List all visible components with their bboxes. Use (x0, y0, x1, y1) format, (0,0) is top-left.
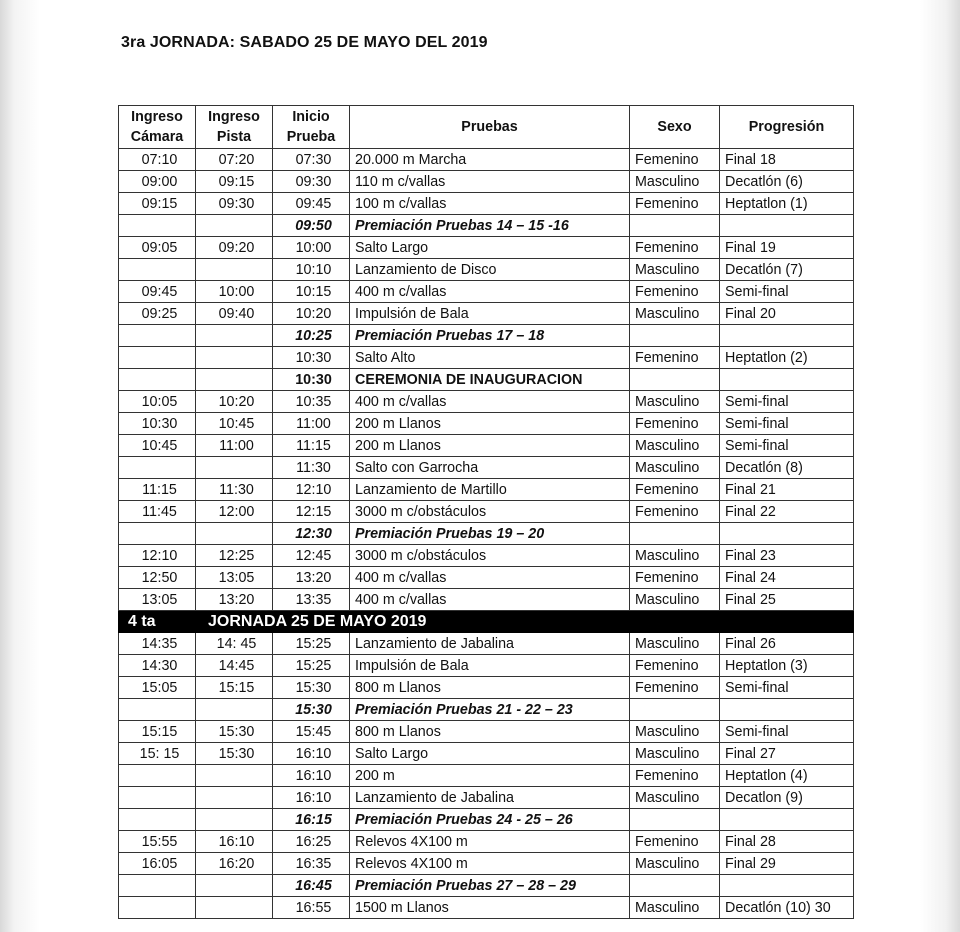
cell-inicio-prueba: 13:35 (273, 589, 350, 611)
cell-ingreso-camara (119, 765, 196, 787)
cell-prueba: Impulsión de Bala (350, 303, 630, 325)
page-title: 3ra JORNADA: SABADO 25 DE MAYO DEL 2019 (121, 34, 488, 51)
cell-ingreso-pista: 15:30 (196, 721, 273, 743)
header-sexo: Sexo (630, 106, 720, 149)
cell-inicio-prueba: 11:15 (273, 435, 350, 457)
cell-ingreso-pista (196, 369, 273, 391)
cell-ingreso-camara (119, 259, 196, 281)
cell-inicio-prueba: 11:30 (273, 457, 350, 479)
cell-prueba: Salto Largo (350, 743, 630, 765)
cell-ingreso-camara: 09:05 (119, 237, 196, 259)
cell-progresion: Semi-final (720, 435, 854, 457)
cell-sexo: Masculino (630, 303, 720, 325)
header-pruebas: Pruebas (350, 106, 630, 149)
table-row (119, 655, 854, 677)
cell-progresion (720, 699, 854, 721)
cell-progresion: Final 27 (720, 743, 854, 765)
award-label: Premiación Pruebas 24 - 25 – 26 (350, 809, 630, 831)
cell-inicio-prueba: 09:50 (273, 215, 350, 237)
cell-progresion: Final 25 (720, 589, 854, 611)
cell-inicio-prueba: 09:30 (273, 171, 350, 193)
award-label: Premiación Pruebas 14 – 15 -16 (350, 215, 630, 237)
ceremony-row (119, 369, 854, 391)
cell-progresion: Final 26 (720, 633, 854, 655)
cell-ingreso-camara (119, 523, 196, 545)
table-row (119, 303, 854, 325)
cell-ingreso-camara: 12:50 (119, 567, 196, 589)
cell-progresion: Decatlón (7) (720, 259, 854, 281)
cell-sexo: Masculino (630, 171, 720, 193)
cell-progresion: Semi-final (720, 677, 854, 699)
cell-prueba: 200 m (350, 765, 630, 787)
table-row (119, 259, 854, 281)
cell-sexo: Masculino (630, 435, 720, 457)
header-label: Ingreso (131, 109, 183, 125)
cell-ingreso-pista: 09:30 (196, 193, 273, 215)
table-row (119, 479, 854, 501)
cell-ingreso-pista (196, 347, 273, 369)
cell-inicio-prueba: 12:10 (273, 479, 350, 501)
header-label: Inicio (292, 109, 330, 125)
schedule-table (118, 105, 854, 919)
table-row (119, 413, 854, 435)
cell-ingreso-pista (196, 215, 273, 237)
cell-progresion: Final 23 (720, 545, 854, 567)
table-row (119, 567, 854, 589)
cell-inicio-prueba: 16:10 (273, 787, 350, 809)
award-row (119, 523, 854, 545)
table-row (119, 545, 854, 567)
table-row (119, 765, 854, 787)
cell-ingreso-camara: 15:15 (119, 721, 196, 743)
cell-progresion: Final 19 (720, 237, 854, 259)
cell-prueba: 400 m c/vallas (350, 391, 630, 413)
table-row (119, 589, 854, 611)
cell-ingreso-camara: 11:15 (119, 479, 196, 501)
cell-progresion (720, 325, 854, 347)
cell-ingreso-pista (196, 765, 273, 787)
award-row (119, 325, 854, 347)
cell-ingreso-pista: 07:20 (196, 149, 273, 171)
cell-inicio-prueba: 13:20 (273, 567, 350, 589)
cell-ingreso-pista: 10:20 (196, 391, 273, 413)
table-row (119, 347, 854, 369)
cell-ingreso-camara (119, 347, 196, 369)
cell-inicio-prueba: 15:45 (273, 721, 350, 743)
cell-inicio-prueba: 16:10 (273, 743, 350, 765)
cell-prueba: 1500 m Llanos (350, 897, 630, 919)
table-row (119, 457, 854, 479)
cell-sexo: Femenino (630, 413, 720, 435)
cell-progresion: Heptatlon (3) (720, 655, 854, 677)
cell-sexo: Masculino (630, 545, 720, 567)
cell-inicio-prueba: 10:20 (273, 303, 350, 325)
header-inicio-prueba (273, 106, 350, 149)
cell-ingreso-camara (119, 897, 196, 919)
cell-prueba: Lanzamiento de Jabalina (350, 787, 630, 809)
header-ingreso-pista (196, 106, 273, 149)
cell-ingreso-pista: 10:00 (196, 281, 273, 303)
cell-ingreso-pista: 14:45 (196, 655, 273, 677)
cell-prueba: Salto con Garrocha (350, 457, 630, 479)
cell-progresion: Decatlón (6) (720, 171, 854, 193)
table-row (119, 237, 854, 259)
cell-progresion (720, 875, 854, 897)
cell-inicio-prueba: 16:15 (273, 809, 350, 831)
cell-sexo: Femenino (630, 193, 720, 215)
cell-progresion (720, 809, 854, 831)
award-row (119, 215, 854, 237)
cell-prueba: 20.000 m Marcha (350, 149, 630, 171)
cell-ingreso-camara (119, 875, 196, 897)
table-row (119, 501, 854, 523)
cell-sexo: Femenino (630, 765, 720, 787)
header-label: Prueba (286, 129, 336, 145)
cell-ingreso-pista: 12:00 (196, 501, 273, 523)
cell-progresion: Final 22 (720, 501, 854, 523)
cell-inicio-prueba: 16:55 (273, 897, 350, 919)
cell-progresion: Final 24 (720, 567, 854, 589)
cell-sexo: Masculino (630, 743, 720, 765)
cell-inicio-prueba: 12:45 (273, 545, 350, 567)
table-row (119, 677, 854, 699)
cell-prueba: 400 m c/vallas (350, 589, 630, 611)
cell-progresion: Final 29 (720, 853, 854, 875)
ceremony-label: CEREMONIA DE INAUGURACION (350, 369, 630, 391)
header-label: Cámara (130, 129, 184, 145)
table-row (119, 897, 854, 919)
cell-inicio-prueba: 07:30 (273, 149, 350, 171)
cell-sexo: Masculino (630, 721, 720, 743)
cell-ingreso-pista (196, 875, 273, 897)
cell-inicio-prueba: 12:15 (273, 501, 350, 523)
cell-sexo: Femenino (630, 479, 720, 501)
cell-sexo: Femenino (630, 567, 720, 589)
cell-sexo: Femenino (630, 677, 720, 699)
cell-ingreso-camara: 09:15 (119, 193, 196, 215)
cell-progresion: Heptatlon (1) (720, 193, 854, 215)
cell-progresion (720, 369, 854, 391)
cell-ingreso-pista: 16:10 (196, 831, 273, 853)
cell-progresion: Final 28 (720, 831, 854, 853)
cell-progresion: Decatlón (8) (720, 457, 854, 479)
cell-sexo: Femenino (630, 149, 720, 171)
cell-sexo: Masculino (630, 897, 720, 919)
cell-ingreso-pista: 09:20 (196, 237, 273, 259)
cell-ingreso-pista: 13:20 (196, 589, 273, 611)
cell-sexo: Femenino (630, 281, 720, 303)
cell-ingreso-camara (119, 699, 196, 721)
cell-inicio-prueba: 16:35 (273, 853, 350, 875)
cell-ingreso-camara: 14:30 (119, 655, 196, 677)
cell-ingreso-pista (196, 523, 273, 545)
cell-ingreso-camara: 10:05 (119, 391, 196, 413)
cell-ingreso-pista: 16:20 (196, 853, 273, 875)
cell-progresion (720, 215, 854, 237)
cell-ingreso-pista (196, 787, 273, 809)
cell-inicio-prueba: 10:00 (273, 237, 350, 259)
cell-ingreso-pista: 15:15 (196, 677, 273, 699)
day-divider (119, 611, 854, 633)
cell-prueba: 3000 m c/obstáculos (350, 501, 630, 523)
cell-ingreso-camara: 13:05 (119, 589, 196, 611)
cell-ingreso-camara: 09:00 (119, 171, 196, 193)
cell-prueba: Relevos 4X100 m (350, 853, 630, 875)
award-label: Premiación Pruebas 17 – 18 (350, 325, 630, 347)
cell-progresion: Final 18 (720, 149, 854, 171)
cell-progresion: Heptatlon (4) (720, 765, 854, 787)
cell-ingreso-pista: 15:30 (196, 743, 273, 765)
award-row (119, 809, 854, 831)
cell-ingreso-camara: 14:35 (119, 633, 196, 655)
cell-ingreso-pista: 11:30 (196, 479, 273, 501)
cell-sexo: Masculino (630, 589, 720, 611)
cell-progresion: Heptatlon (2) (720, 347, 854, 369)
cell-progresion: Decatlón (10) 30 (720, 897, 854, 919)
cell-sexo: Masculino (630, 787, 720, 809)
header-row (119, 106, 854, 149)
cell-ingreso-camara (119, 809, 196, 831)
header-label: Pista (216, 129, 252, 145)
cell-ingreso-pista: 11:00 (196, 435, 273, 457)
cell-sexo: Femenino (630, 655, 720, 677)
cell-prueba: 110 m c/vallas (350, 171, 630, 193)
header-progresion: Progresión (720, 106, 854, 149)
cell-inicio-prueba: 16:25 (273, 831, 350, 853)
cell-progresion: Decatlon (9) (720, 787, 854, 809)
award-label: Premiación Pruebas 19 – 20 (350, 523, 630, 545)
cell-ingreso-camara (119, 215, 196, 237)
cell-ingreso-pista: 13:05 (196, 567, 273, 589)
day-number: 4 ta (128, 612, 156, 630)
cell-progresion: Semi-final (720, 281, 854, 303)
cell-ingreso-camara: 09:25 (119, 303, 196, 325)
cell-ingreso-pista (196, 457, 273, 479)
cell-ingreso-camara: 15:55 (119, 831, 196, 853)
award-label: Premiación Pruebas 21 - 22 – 23 (350, 699, 630, 721)
cell-sexo: Femenino (630, 501, 720, 523)
cell-progresion: Semi-final (720, 391, 854, 413)
table-row (119, 721, 854, 743)
cell-prueba: 200 m Llanos (350, 413, 630, 435)
cell-ingreso-camara: 10:45 (119, 435, 196, 457)
cell-inicio-prueba: 11:00 (273, 413, 350, 435)
cell-ingreso-pista: 14: 45 (196, 633, 273, 655)
cell-prueba: Lanzamiento de Martillo (350, 479, 630, 501)
cell-ingreso-camara: 10:30 (119, 413, 196, 435)
cell-sexo (630, 215, 720, 237)
header-label: Ingreso (208, 109, 260, 125)
cell-ingreso-pista (196, 699, 273, 721)
cell-inicio-prueba: 15:30 (273, 677, 350, 699)
cell-ingreso-pista (196, 809, 273, 831)
cell-progresion: Final 21 (720, 479, 854, 501)
schedule-body (119, 149, 854, 919)
cell-ingreso-camara (119, 457, 196, 479)
cell-ingreso-pista: 12:25 (196, 545, 273, 567)
cell-sexo (630, 699, 720, 721)
cell-ingreso-camara: 15:05 (119, 677, 196, 699)
award-row (119, 699, 854, 721)
cell-prueba: 400 m c/vallas (350, 281, 630, 303)
table-row (119, 149, 854, 171)
cell-ingreso-pista (196, 897, 273, 919)
cell-sexo (630, 875, 720, 897)
cell-inicio-prueba: 10:15 (273, 281, 350, 303)
cell-inicio-prueba: 09:45 (273, 193, 350, 215)
cell-sexo: Femenino (630, 237, 720, 259)
cell-ingreso-camara: 15: 15 (119, 743, 196, 765)
cell-ingreso-pista (196, 259, 273, 281)
cell-sexo: Femenino (630, 347, 720, 369)
table-row (119, 281, 854, 303)
cell-sexo: Masculino (630, 457, 720, 479)
cell-ingreso-camara (119, 325, 196, 347)
cell-prueba: 100 m c/vallas (350, 193, 630, 215)
cell-ingreso-pista (196, 325, 273, 347)
cell-ingreso-camara: 16:05 (119, 853, 196, 875)
cell-prueba: 400 m c/vallas (350, 567, 630, 589)
cell-inicio-prueba: 10:25 (273, 325, 350, 347)
cell-sexo: Masculino (630, 391, 720, 413)
cell-progresion: Final 20 (720, 303, 854, 325)
cell-prueba: 800 m Llanos (350, 721, 630, 743)
cell-inicio-prueba: 12:30 (273, 523, 350, 545)
cell-ingreso-pista: 09:15 (196, 171, 273, 193)
cell-ingreso-camara: 11:45 (119, 501, 196, 523)
cell-prueba: 800 m Llanos (350, 677, 630, 699)
table-row (119, 743, 854, 765)
table-row (119, 391, 854, 413)
table-row (119, 193, 854, 215)
cell-sexo: Masculino (630, 633, 720, 655)
cell-progresion (720, 523, 854, 545)
cell-inicio-prueba: 15:30 (273, 699, 350, 721)
cell-prueba: Lanzamiento de Jabalina (350, 633, 630, 655)
cell-ingreso-camara (119, 369, 196, 391)
cell-ingreso-pista: 10:45 (196, 413, 273, 435)
cell-prueba: Salto Largo (350, 237, 630, 259)
cell-progresion: Semi-final (720, 721, 854, 743)
cell-inicio-prueba: 15:25 (273, 655, 350, 677)
cell-inicio-prueba: 10:30 (273, 369, 350, 391)
cell-ingreso-camara: 09:45 (119, 281, 196, 303)
cell-inicio-prueba: 15:25 (273, 633, 350, 655)
table-row (119, 633, 854, 655)
table-row (119, 435, 854, 457)
cell-inicio-prueba: 10:10 (273, 259, 350, 281)
cell-ingreso-pista: 09:40 (196, 303, 273, 325)
cell-progresion: Semi-final (720, 413, 854, 435)
cell-prueba: Lanzamiento de Disco (350, 259, 630, 281)
table-row (119, 853, 854, 875)
cell-sexo (630, 523, 720, 545)
table-row (119, 831, 854, 853)
cell-inicio-prueba: 10:35 (273, 391, 350, 413)
header-ingreso-camara (119, 106, 196, 149)
cell-prueba: Impulsión de Bala (350, 655, 630, 677)
cell-sexo: Masculino (630, 259, 720, 281)
cell-ingreso-camara: 12:10 (119, 545, 196, 567)
cell-prueba: Relevos 4X100 m (350, 831, 630, 853)
cell-prueba: 3000 m c/obstáculos (350, 545, 630, 567)
table-row (119, 171, 854, 193)
day-divider-row (119, 611, 854, 633)
cell-inicio-prueba: 16:10 (273, 765, 350, 787)
cell-sexo (630, 325, 720, 347)
award-label: Premiación Pruebas 27 – 28 – 29 (350, 875, 630, 897)
day-title: JORNADA 25 DE MAYO 2019 (208, 612, 427, 630)
award-row (119, 875, 854, 897)
cell-prueba: Salto Alto (350, 347, 630, 369)
cell-sexo (630, 369, 720, 391)
cell-sexo: Masculino (630, 853, 720, 875)
cell-sexo (630, 809, 720, 831)
cell-inicio-prueba: 16:45 (273, 875, 350, 897)
cell-prueba: 200 m Llanos (350, 435, 630, 457)
table-row (119, 787, 854, 809)
cell-inicio-prueba: 10:30 (273, 347, 350, 369)
cell-ingreso-camara (119, 787, 196, 809)
cell-sexo: Femenino (630, 831, 720, 853)
cell-ingreso-camara: 07:10 (119, 149, 196, 171)
